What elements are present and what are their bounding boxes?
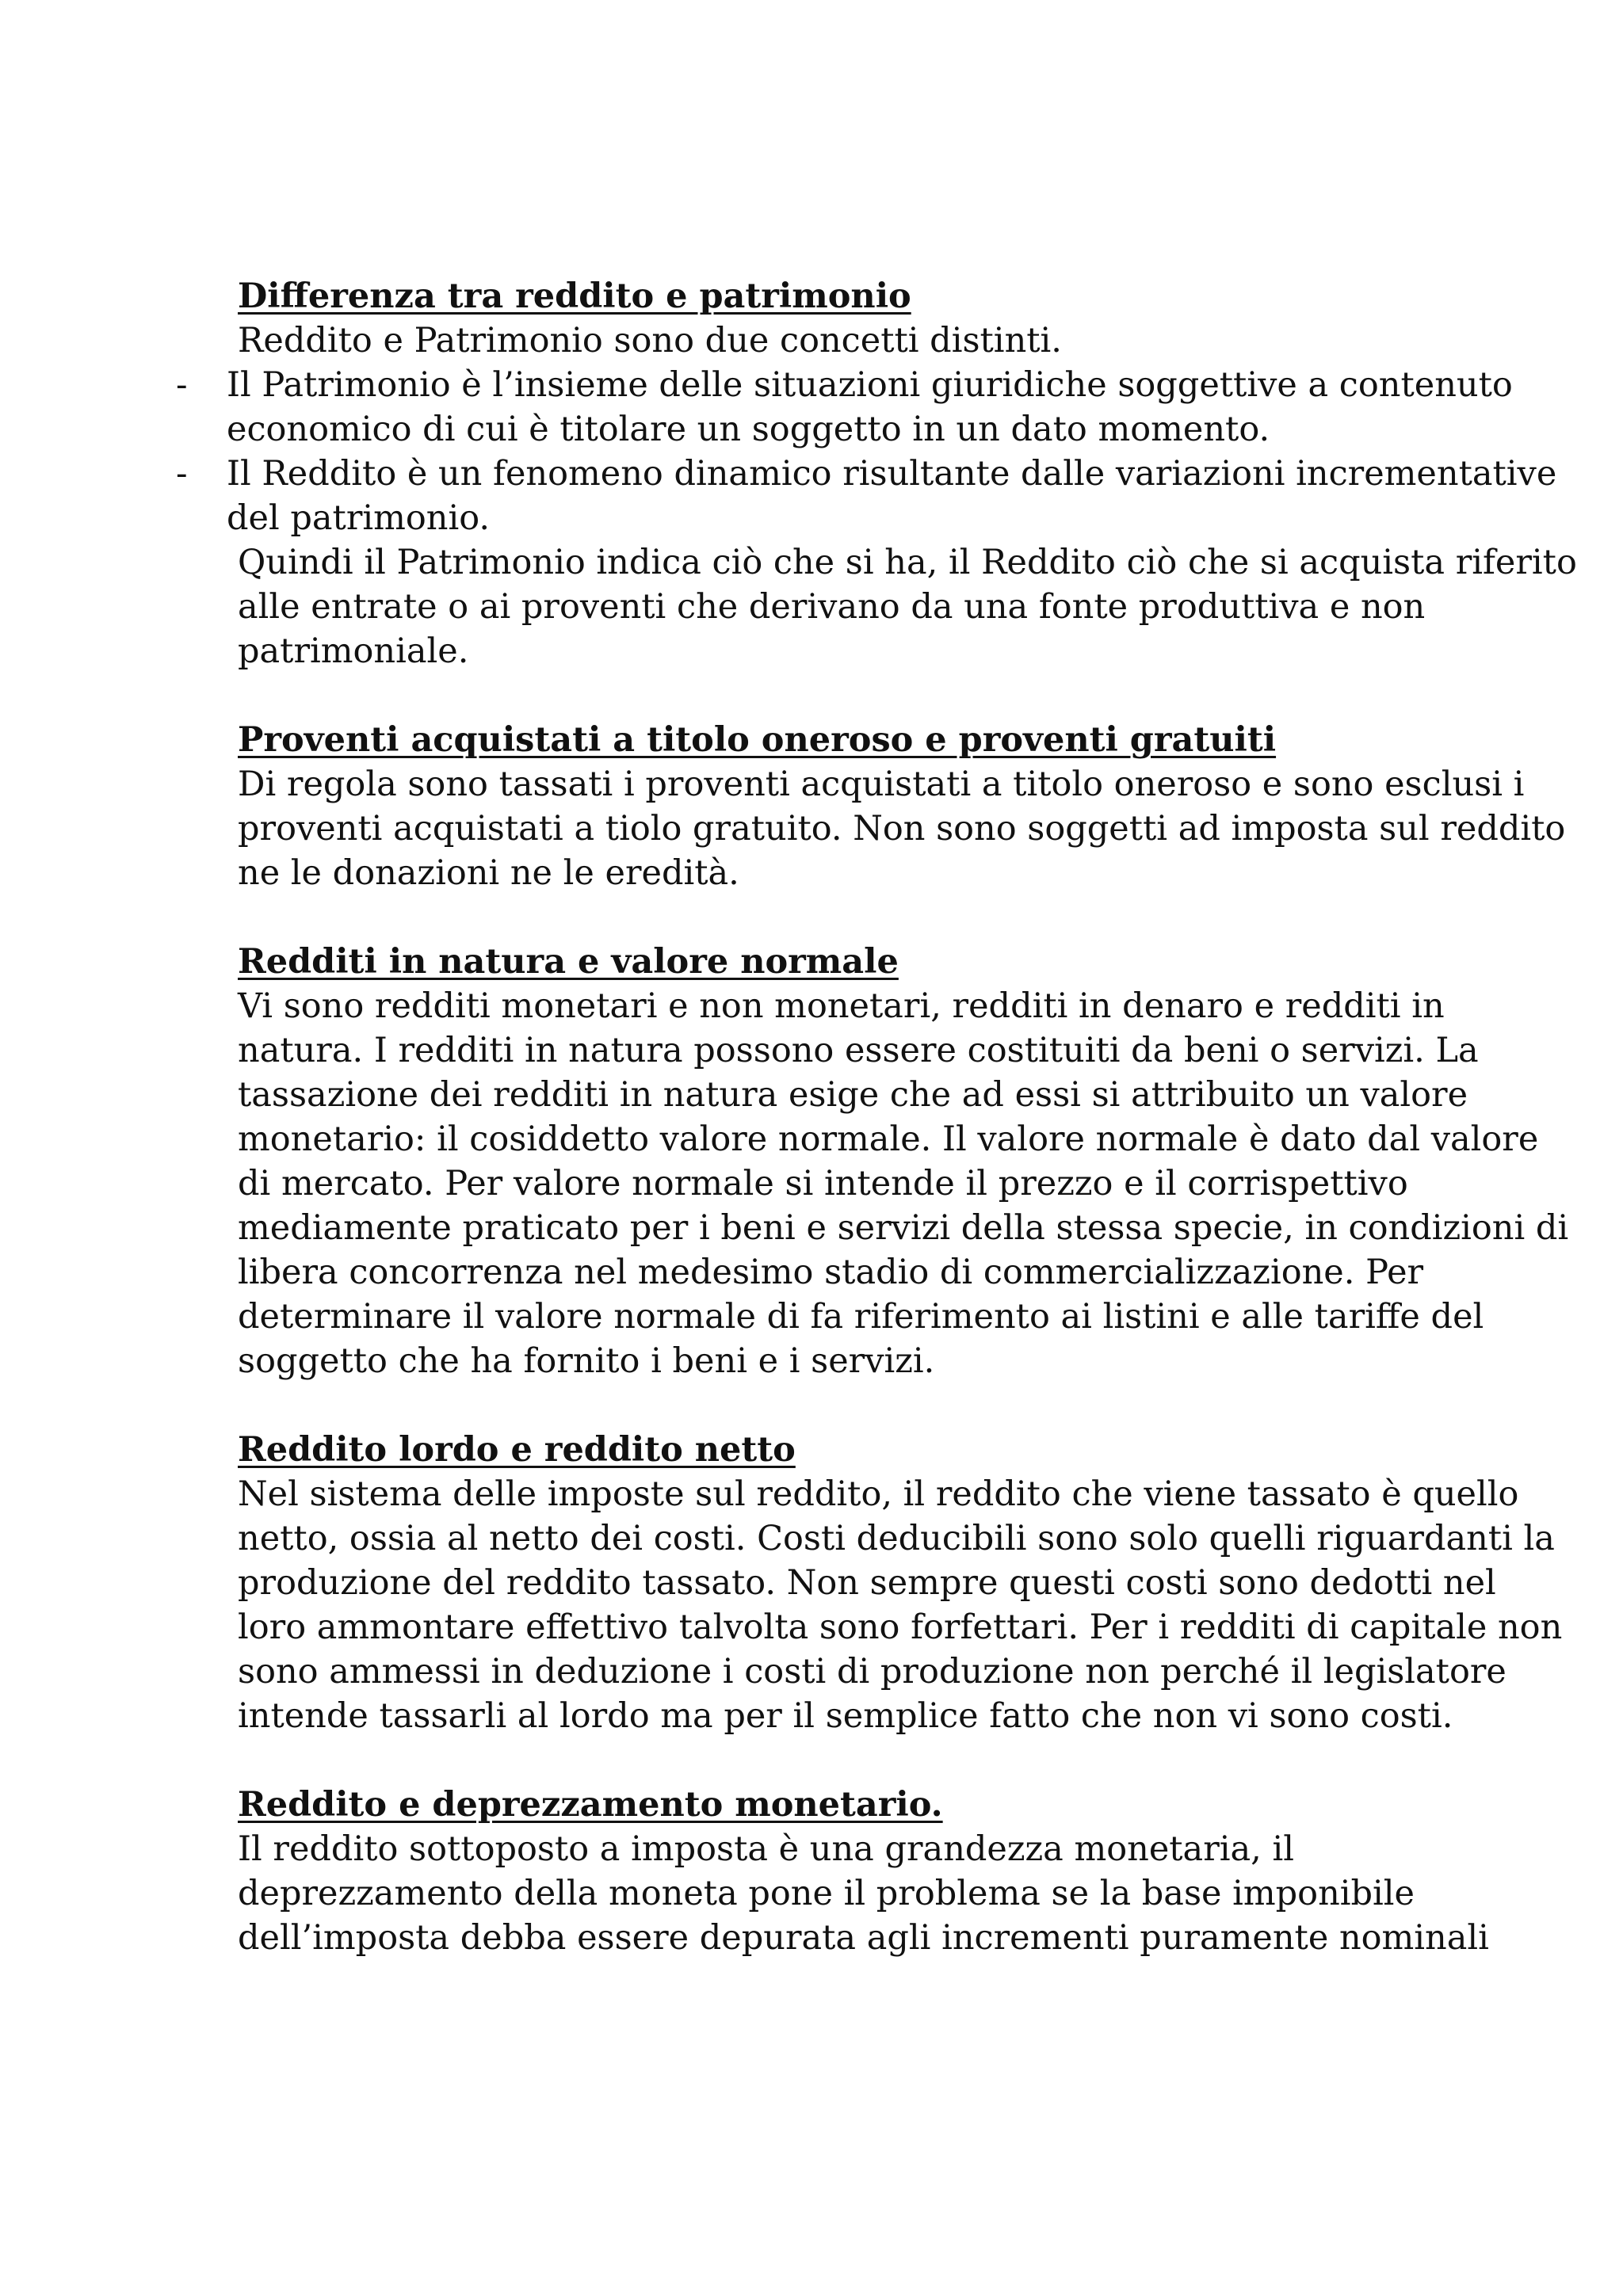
paragraph-line: produzione del reddito tassato. Non sempre questi costi sono dedotti nel (238, 1563, 1496, 1603)
paragraph-line: dell’imposta debba essere depurata agli incrementi puramente nominali (238, 1918, 1489, 1958)
paragraph-line: mediamente praticato per i beni e servizi della stessa specie, in condizioni di (238, 1208, 1569, 1248)
paragraph-line: tassazione dei redditi in natura esige che ad essi si attribuito un valore (238, 1075, 1468, 1115)
paragraph-line: libera concorrenza nel medesimo stadio di commercializzazione. Per (238, 1253, 1424, 1292)
section-heading: Reddito lordo e reddito netto (238, 1430, 796, 1470)
paragraph-line: soggetto che ha fornito i beni e i servizi. (238, 1341, 935, 1381)
bullet-text-line: del patrimonio. (227, 498, 491, 538)
paragraph-line: determinare il valore normale di fa riferimento ai listini e alle tariffe del (238, 1297, 1484, 1337)
paragraph-line: intende tassarli al lordo ma per il semplice fatto che non vi sono costi. (238, 1696, 1453, 1736)
paragraph-line: Di regola sono tassati i proventi acquistati a titolo oneroso e sono esclusi i (238, 765, 1525, 804)
section-heading: Proventi acquistati a titolo oneroso e proventi gratuiti (238, 720, 1277, 760)
paragraph-line: Quindi il Patrimonio indica ciò che si ha, il Reddito ciò che si acquista riferito (238, 543, 1577, 582)
paragraph-line: sono ammessi in deduzione i costi di produzione non perché il legislatore (238, 1652, 1507, 1691)
paragraph-line: Il reddito sottoposto a imposta è una grandezza monetaria, il (238, 1829, 1294, 1869)
paragraph-line: proventi acquistati a tiolo gratuito. Non sono soggetti ad imposta sul reddito (238, 809, 1566, 849)
paragraph-line: Nel sistema delle imposte sul reddito, il reddito che viene tassato è quello (238, 1474, 1519, 1514)
paragraph-line: netto, ossia al netto dei costi. Costi deducibili sono solo quelli riguardanti la (238, 1519, 1555, 1558)
paragraph-line: deprezzamento della moneta pone il problema se la base imponibile (238, 1874, 1415, 1913)
section-heading: Redditi in natura e valore normale (238, 942, 899, 982)
paragraph-line: Vi sono redditi monetari e non monetari, redditi in denaro e redditi in (238, 986, 1445, 1026)
paragraph-line: loro ammontare effettivo talvolta sono forfettari. Per i redditi di capitale non (238, 1608, 1563, 1647)
bullet-marker: - (176, 454, 188, 494)
paragraph-line: di mercato. Per valore normale si intende il prezzo e il corrispettivo (238, 1164, 1408, 1203)
bullet-text-line: economico di cui è titolare un soggetto in un dato momento. (227, 410, 1270, 449)
section-heading: Differenza tra reddito e patrimonio (238, 277, 911, 316)
paragraph-line: monetario: il cosiddetto valore normale. Il valore normale è dato dal valore (238, 1119, 1539, 1159)
bullet-text-line: Il Reddito è un fenomeno dinamico risultante dalle variazioni incrementative (227, 454, 1557, 494)
paragraph-line: ne le donazioni ne le eredità. (238, 853, 739, 893)
paragraph-line: natura. I redditi in natura possono essere costituiti da beni o servizi. La (238, 1031, 1479, 1070)
bullet-marker: - (176, 365, 188, 405)
section-heading: Reddito e deprezzamento monetario. (238, 1785, 943, 1825)
bullet-text-line: Il Patrimonio è l’insieme delle situazioni giuridiche soggettive a contenuto (227, 365, 1513, 405)
paragraph-line: alle entrate o ai proventi che derivano da una fonte produttiva e non (238, 587, 1426, 627)
paragraph-line: patrimoniale. (238, 631, 469, 671)
section-intro: Reddito e Patrimonio sono due concetti distinti. (238, 321, 1062, 360)
